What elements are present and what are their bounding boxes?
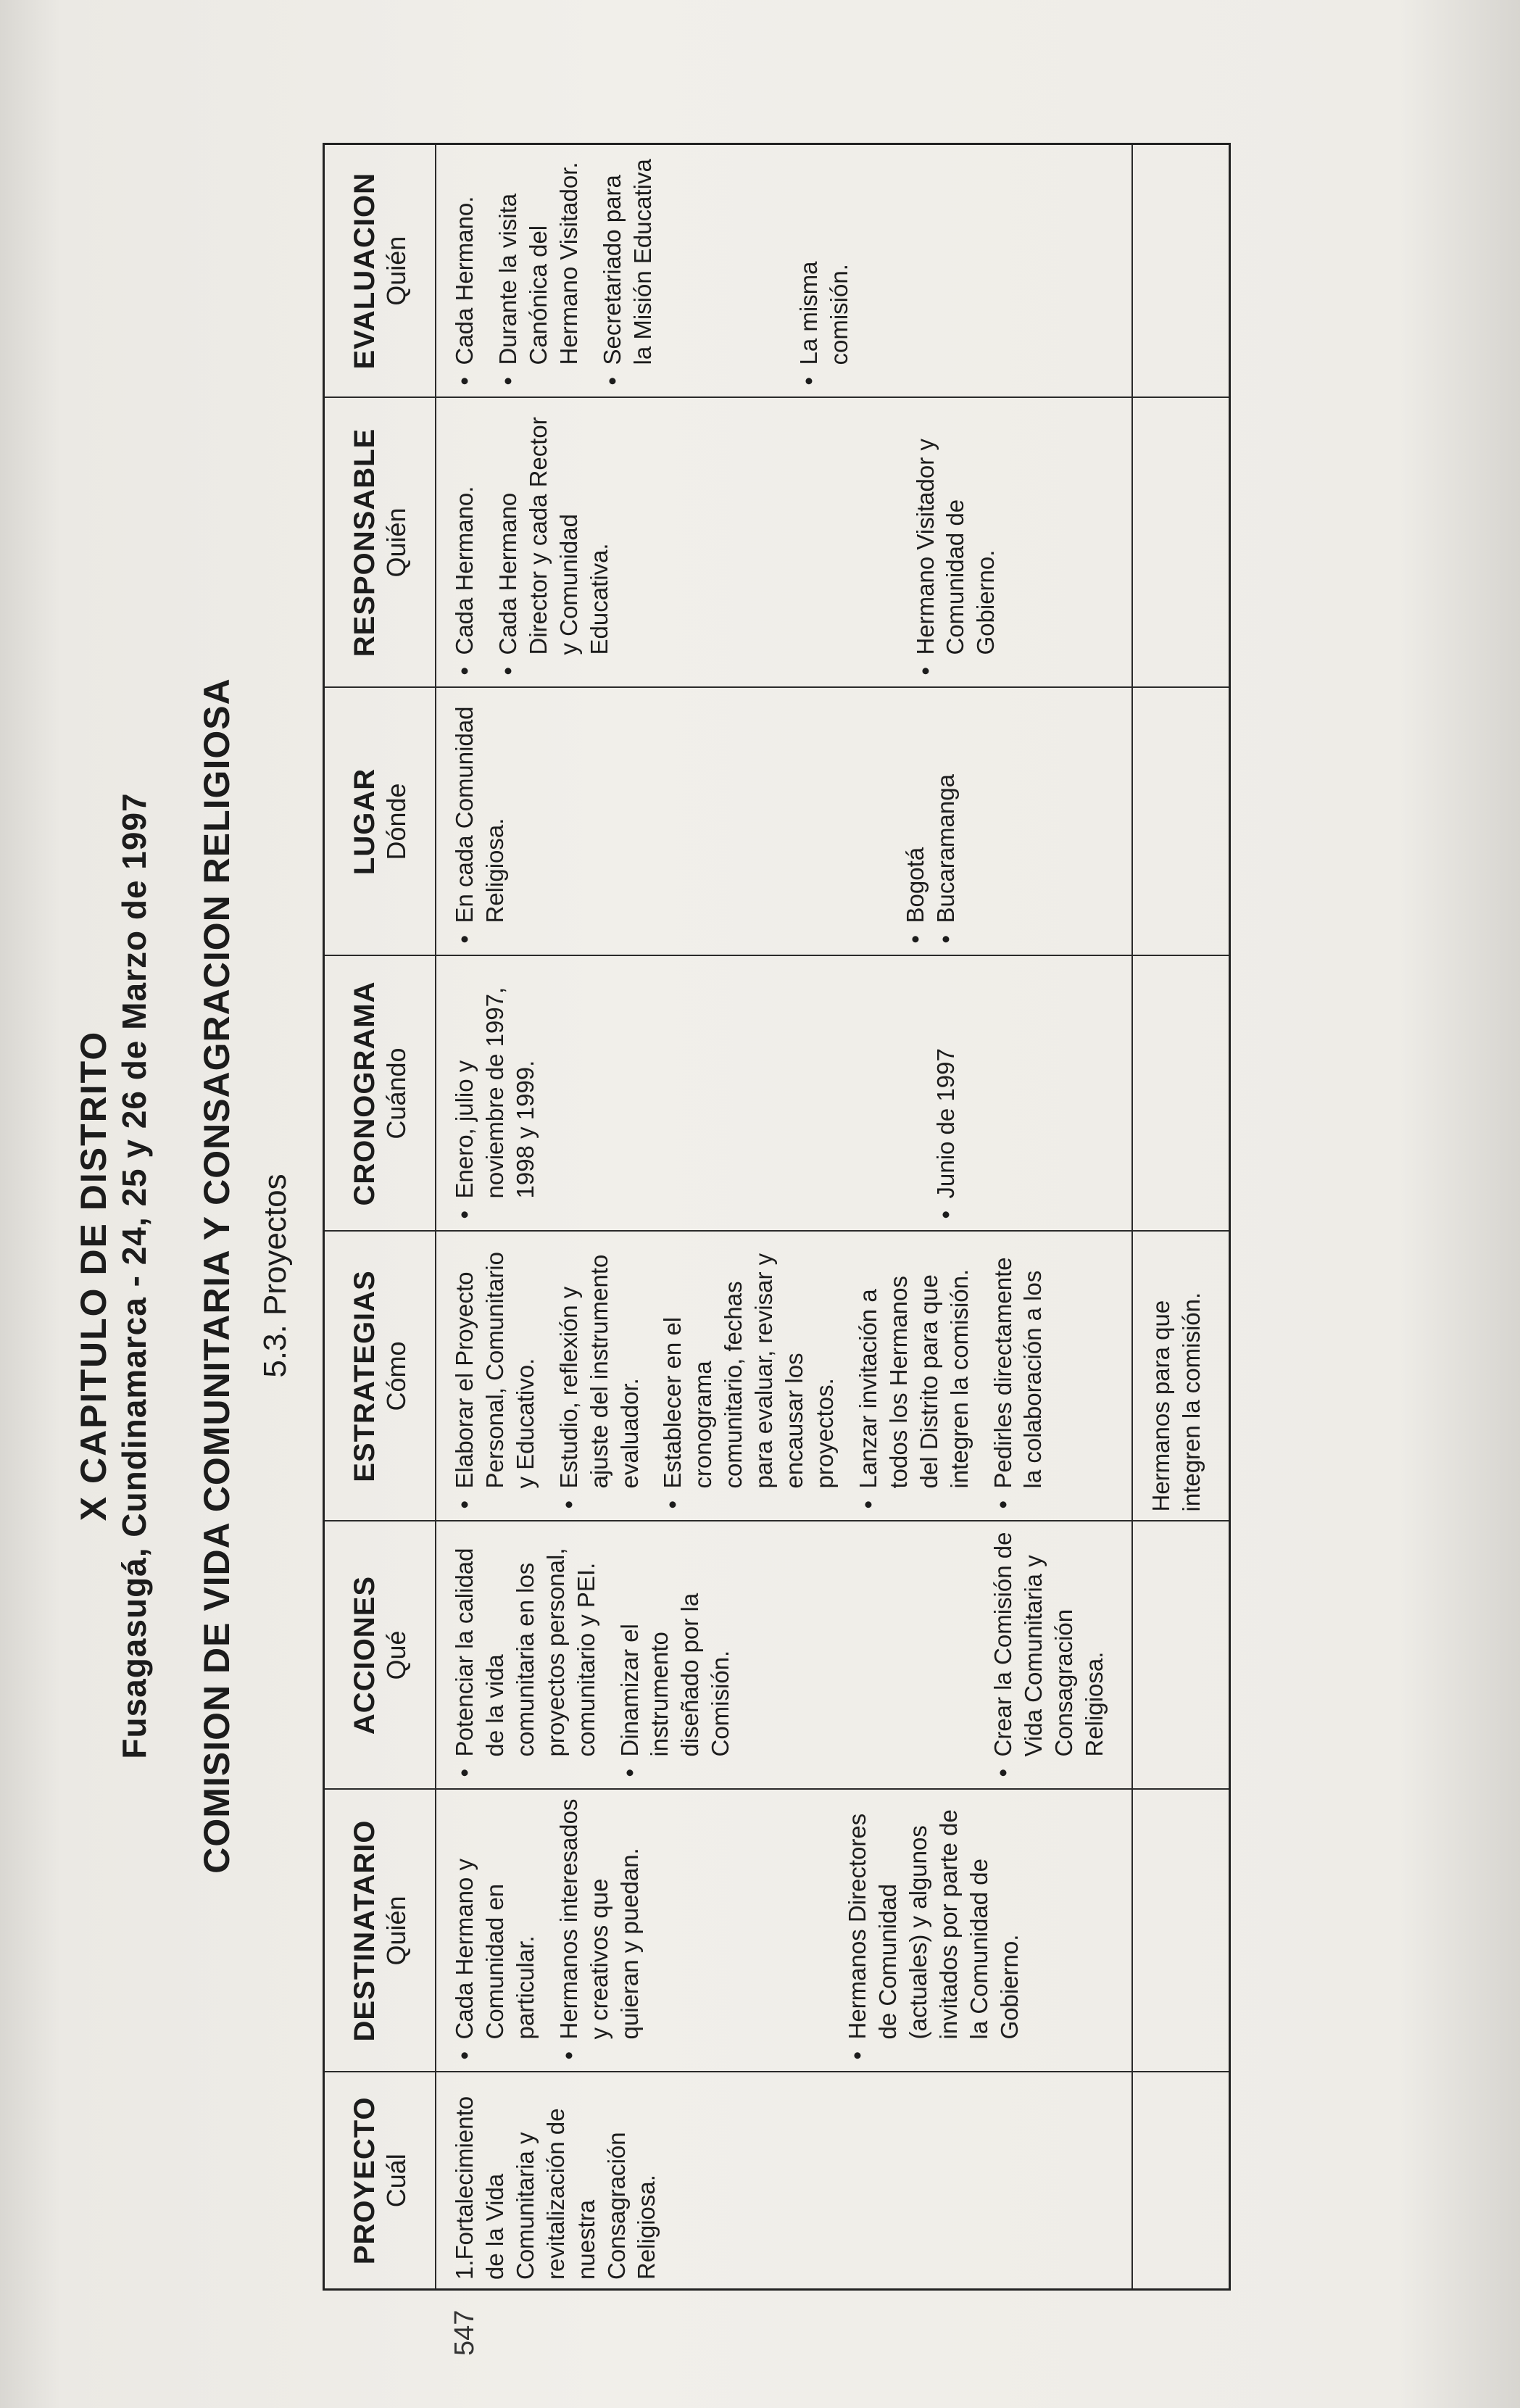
list-item: • En cada Comunidad Religiosa. xyxy=(449,697,510,947)
list-item: • Elaborar el Proyecto Personal, Comunitario y Educativo. xyxy=(449,1241,541,1512)
page-number: 547 xyxy=(449,2309,480,2356)
list-item: • Estudio, reflexión y ajuste del instrumento evaluador. xyxy=(554,1241,645,1512)
list-item: • Enero, julio y noviembre de 1997, 1998 y 1999. xyxy=(449,966,541,1222)
cell-empty xyxy=(1132,2072,1229,2290)
cell-estrategias-continued xyxy=(1132,1232,1229,1521)
cell-acciones xyxy=(436,1521,1132,1790)
cell-proyecto xyxy=(436,2072,1132,2290)
list-item: • Lanzar invitación a todos los Hermanos del Distrito para que integren la comisión. xyxy=(853,1241,975,1512)
cell-empty xyxy=(1132,1521,1229,1790)
list-item: • Hermano Visitador y Comunidad de Gobierno. xyxy=(910,407,1002,678)
column-header-responsable: RESPONSABLE Quién xyxy=(324,398,436,688)
cell-cronograma xyxy=(436,956,1132,1232)
commission-title: COMISION DE VIDA COMUNITARIA Y CONSAGRACION RELIGIOSA xyxy=(196,678,237,1874)
section-title: 5.3. Proyectos xyxy=(257,1174,293,1378)
cell-estrategias xyxy=(436,1232,1132,1521)
rotated-page-content xyxy=(72,116,1377,2356)
cell-empty xyxy=(1132,398,1229,688)
cell-empty xyxy=(1132,144,1229,398)
column-header-acciones: ACCIONES Qué xyxy=(324,1521,436,1790)
cell-destinatario xyxy=(436,1790,1132,2072)
column-header-estrategias: ESTRATEGIAS Cómo xyxy=(324,1232,436,1521)
list-item: • Hermanos Directores de Comunidad (actuales) y algunos invitados por parte de la Comunidad de Gobierno. xyxy=(842,1799,1024,2063)
chapter-title: X CAPITULO DE DISTRITO xyxy=(73,1030,114,1521)
list-item: • Bucaramanga xyxy=(931,697,961,947)
column-header-proyecto: PROYECTO Cuál xyxy=(324,2072,436,2290)
place-date-line: Fusagasugá, Cundinamarca - 24, 25 y 26 de Marzo de 1997 xyxy=(115,792,153,1759)
project-name: 1.Fortalecimiento de la Vida Comunitaria y revitalización de nuestra Consagración Religiosa. xyxy=(451,2096,660,2280)
list-item: • Establecer en el cronograma comunitario, fechas para evaluar, revisar y encausar los proyectos. xyxy=(657,1241,839,1512)
list-item: • Durante la visita Canónica del Hermano Visitador. xyxy=(493,154,584,389)
list-item: • Pedirles directamente la colaboración a los xyxy=(988,1241,1049,1512)
list-item: • La misma comisión. xyxy=(794,154,855,389)
cell-responsable xyxy=(436,398,1132,688)
column-header-evaluacion: EVALUACION Quién xyxy=(324,144,436,398)
list-item: • Hermanos interesados y creativos que quieran y puedan. xyxy=(554,1799,645,2063)
continued-text: Hermanos para que integren la comisión. xyxy=(1147,1292,1205,1512)
list-item: • Junio de 1997 xyxy=(931,966,961,1222)
list-item: • Cada Hermano Director y cada Rector y Comunidad Educativa. xyxy=(493,407,615,678)
list-item: • Secretariado para la Misión Educativa xyxy=(597,154,658,389)
cell-empty xyxy=(1132,956,1229,1232)
list-item: • Potenciar la calidad de la vida comunitaria en los proyectos personal, comunitario y PEI. xyxy=(449,1531,602,1780)
list-item: • Dinamizar el instrumento diseñado por la Comisión. xyxy=(615,1531,736,1780)
table-row xyxy=(1132,144,1229,2290)
cell-evaluacion xyxy=(436,144,1132,398)
list-item: • Cada Hermano. xyxy=(449,407,480,678)
list-item: • Cada Hermano y Comunidad en particular. xyxy=(449,1799,541,2063)
column-header-lugar: LUGAR Dónde xyxy=(324,688,436,956)
column-header-destinatario: DESTINATARIO Quién xyxy=(324,1790,436,2072)
cell-lugar xyxy=(436,688,1132,956)
projects-table xyxy=(323,143,1231,2291)
cell-empty xyxy=(1132,688,1229,956)
table-header-row xyxy=(324,144,436,2290)
list-item: • Bogotá xyxy=(900,697,931,947)
cell-empty xyxy=(1132,1790,1229,2072)
table-row xyxy=(436,144,1132,2290)
list-item: • Crear la Comisión de Vida Comunitaria y Consagración Religiosa. xyxy=(988,1531,1110,1780)
column-header-cronograma: CRONOGRAMA Cuándo xyxy=(324,956,436,1232)
list-item: • Cada Hermano. xyxy=(449,154,480,389)
